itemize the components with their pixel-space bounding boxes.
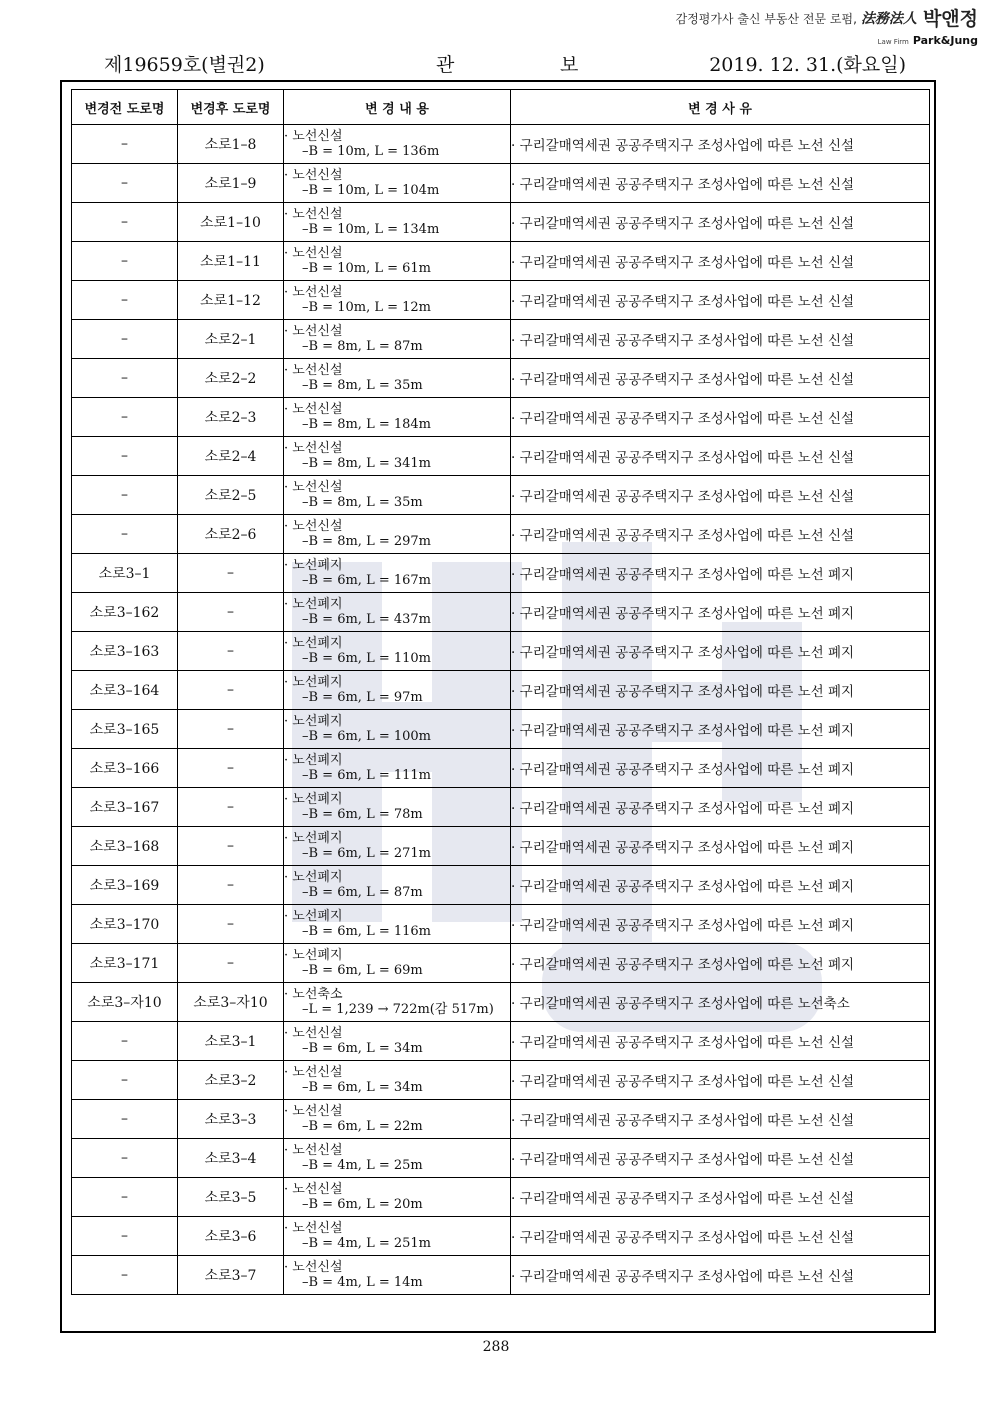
cell-before-road: 소로3–166 [72, 749, 178, 788]
table-row [72, 710, 930, 749]
cell-before-road: – [72, 515, 178, 554]
cell-change-content [284, 242, 511, 281]
cell-change-content [284, 164, 511, 203]
table-row [72, 515, 930, 554]
cell-change-reason: · 구리갈매역세권 공공주택지구 조성사업에 따른 노선 폐지 [511, 554, 930, 593]
cell-change-content [284, 281, 511, 320]
cell-change-reason: · 구리갈매역세권 공공주택지구 조성사업에 따른 노선 신설 [511, 1217, 930, 1256]
cell-after-road: 소로2–1 [178, 320, 284, 359]
cell-after-road: – [178, 710, 284, 749]
change-type: · 노선폐지 [284, 909, 343, 924]
cell-before-road: 소로3–169 [72, 866, 178, 905]
table-row [72, 476, 930, 515]
cell-after-road: 소로3–1 [178, 1022, 284, 1061]
cell-before-road: 소로3–168 [72, 827, 178, 866]
change-type: · 노선폐지 [284, 870, 343, 885]
cell-change-content [284, 476, 511, 515]
table-row [72, 944, 930, 983]
cell-change-content [284, 320, 511, 359]
gazette-title-right: 보 [560, 54, 579, 76]
cell-before-road: 소로3–1 [72, 554, 178, 593]
cell-change-content [284, 866, 511, 905]
table-row [72, 398, 930, 437]
cell-change-reason: · 구리갈매역세권 공공주택지구 조성사업에 따른 노선 폐지 [511, 671, 930, 710]
change-type: · 노선폐지 [284, 714, 343, 729]
table-row [72, 593, 930, 632]
change-dimensions: –B = 6m, L = 87m [302, 885, 423, 900]
cell-change-reason: · 구리갈매역세권 공공주택지구 조성사업에 따른 노선 폐지 [511, 866, 930, 905]
change-dimensions: –B = 10m, L = 12m [302, 300, 432, 315]
table-row [72, 671, 930, 710]
table-row [72, 905, 930, 944]
change-type: · 노선신설 [284, 1143, 343, 1158]
cell-before-road: – [72, 398, 178, 437]
change-type: · 노선폐지 [284, 753, 343, 768]
table-row [72, 1100, 930, 1139]
cell-before-road: – [72, 1139, 178, 1178]
cell-change-content [284, 671, 511, 710]
cell-after-road: – [178, 905, 284, 944]
cell-change-reason: · 구리갈매역세권 공공주택지구 조성사업에 따른 노선 신설 [511, 359, 930, 398]
cell-change-reason: · 구리갈매역세권 공공주택지구 조성사업에 따른 노선 신설 [511, 476, 930, 515]
change-dimensions: –B = 8m, L = 184m [302, 417, 432, 432]
cell-change-content [284, 1217, 511, 1256]
cell-before-road: 소로3–164 [72, 671, 178, 710]
cell-change-reason: · 구리갈매역세권 공공주택지구 조성사업에 따른 노선 신설 [511, 1061, 930, 1100]
cell-after-road: 소로3–3 [178, 1100, 284, 1139]
cell-before-road: 소로3–170 [72, 905, 178, 944]
cell-before-road: 소로3–167 [72, 788, 178, 827]
gazette-date: 2019. 12. 31.(화요일) [709, 54, 906, 76]
header-content: 변 경 내 용 [284, 90, 511, 125]
change-type: · 노선신설 [284, 246, 343, 261]
cell-after-road: – [178, 554, 284, 593]
cell-after-road: 소로1–9 [178, 164, 284, 203]
cell-after-road: 소로2–5 [178, 476, 284, 515]
cell-after-road: 소로1–11 [178, 242, 284, 281]
cell-change-reason: · 구리갈매역세권 공공주택지구 조성사업에 따른 노선 신설 [511, 1022, 930, 1061]
change-type: · 노선신설 [284, 480, 343, 495]
gazette-title-left: 관 [436, 54, 455, 76]
table-row [72, 866, 930, 905]
cell-change-content [284, 1061, 511, 1100]
change-dimensions: –B = 4m, L = 25m [302, 1158, 423, 1173]
cell-after-road: 소로2–6 [178, 515, 284, 554]
cell-change-content [284, 1022, 511, 1061]
cell-before-road: – [72, 164, 178, 203]
change-dimensions: –B = 6m, L = 271m [302, 846, 432, 861]
change-dimensions: –B = 10m, L = 136m [302, 144, 440, 159]
table-row [72, 632, 930, 671]
header-after: 변경후 도로명 [178, 90, 284, 125]
change-dimensions: –B = 6m, L = 111m [302, 768, 432, 783]
change-dimensions: –B = 8m, L = 297m [302, 534, 432, 549]
firm-sub-small: Law Firm [877, 38, 909, 46]
cell-change-content [284, 593, 511, 632]
cell-change-content [284, 827, 511, 866]
cell-before-road: – [72, 1100, 178, 1139]
cell-change-reason: · 구리갈매역세권 공공주택지구 조성사업에 따른 노선 신설 [511, 437, 930, 476]
cell-change-reason: · 구리갈매역세권 공공주택지구 조성사업에 따른 노선 폐지 [511, 710, 930, 749]
cell-change-reason: · 구리갈매역세권 공공주택지구 조성사업에 따른 노선 폐지 [511, 944, 930, 983]
change-dimensions: –B = 6m, L = 97m [302, 690, 423, 705]
cell-change-reason: · 구리갈매역세권 공공주택지구 조성사업에 따른 노선축소 [511, 983, 930, 1022]
table-row [72, 554, 930, 593]
firm-hanja: 法務法人 [860, 11, 917, 27]
change-dimensions: –B = 10m, L = 104m [302, 183, 440, 198]
cell-change-content [284, 398, 511, 437]
table-row [72, 1061, 930, 1100]
change-type: · 노선폐지 [284, 558, 343, 573]
change-dimensions: –B = 10m, L = 61m [302, 261, 432, 276]
cell-before-road: 소로3–163 [72, 632, 178, 671]
change-type: · 노선신설 [284, 285, 343, 300]
table-row [72, 1256, 930, 1295]
cell-change-reason: · 구리갈매역세권 공공주택지구 조성사업에 따른 노선 신설 [511, 164, 930, 203]
cell-change-reason: · 구리갈매역세권 공공주택지구 조성사업에 따른 노선 신설 [511, 515, 930, 554]
change-type: · 노선신설 [284, 1065, 343, 1080]
cell-before-road: – [72, 125, 178, 164]
table-row [72, 320, 930, 359]
firm-sub-name: Park&Jung [912, 34, 978, 47]
cell-after-road: 소로2–4 [178, 437, 284, 476]
cell-change-content [284, 1139, 511, 1178]
cell-after-road: 소로1–12 [178, 281, 284, 320]
cell-change-content [284, 905, 511, 944]
cell-after-road: – [178, 944, 284, 983]
change-dimensions: –B = 6m, L = 100m [302, 729, 432, 744]
change-dimensions: –B = 10m, L = 134m [302, 222, 440, 237]
cell-change-content [284, 944, 511, 983]
gazette-issue: 제19659호(별권2) [104, 54, 265, 76]
table-row [72, 983, 930, 1022]
page-frame [60, 80, 936, 1333]
change-dimensions: –B = 6m, L = 110m [302, 651, 432, 666]
change-type: · 노선신설 [284, 1104, 343, 1119]
cell-change-content [284, 1100, 511, 1139]
table-row [72, 203, 930, 242]
change-dimensions: –L = 1,239 → 722m(감 517m) [302, 1002, 494, 1017]
change-type: · 노선신설 [284, 1260, 343, 1275]
cell-after-road: – [178, 866, 284, 905]
cell-change-content [284, 125, 511, 164]
change-type: · 노선신설 [284, 168, 343, 183]
change-dimensions: –B = 6m, L = 116m [302, 924, 432, 939]
change-dimensions: –B = 6m, L = 69m [302, 963, 423, 978]
cell-before-road: – [72, 1256, 178, 1295]
change-type: · 노선폐지 [284, 831, 343, 846]
change-dimensions: –B = 4m, L = 14m [302, 1275, 423, 1290]
table-row [72, 749, 930, 788]
cell-change-reason: · 구리갈매역세권 공공주택지구 조성사업에 따른 노선 폐지 [511, 749, 930, 788]
change-dimensions: –B = 6m, L = 437m [302, 612, 432, 627]
cell-before-road: – [72, 1217, 178, 1256]
change-type: · 노선신설 [284, 207, 343, 222]
cell-after-road: 소로3–7 [178, 1256, 284, 1295]
cell-change-content [284, 359, 511, 398]
cell-before-road: 소로3–165 [72, 710, 178, 749]
change-type: · 노선신설 [284, 519, 343, 534]
cell-before-road: 소로3–171 [72, 944, 178, 983]
change-dimensions: –B = 8m, L = 35m [302, 378, 423, 393]
table-row [72, 1178, 930, 1217]
cell-change-content [284, 983, 511, 1022]
cell-change-reason: · 구리갈매역세권 공공주택지구 조성사업에 따른 노선 신설 [511, 1100, 930, 1139]
change-type: · 노선신설 [284, 129, 343, 144]
cell-change-reason: · 구리갈매역세권 공공주택지구 조성사업에 따른 노선 신설 [511, 203, 930, 242]
table-row [72, 437, 930, 476]
table-header-row [72, 90, 930, 125]
cell-after-road: – [178, 827, 284, 866]
cell-after-road: 소로3–5 [178, 1178, 284, 1217]
firm-subheader [878, 34, 978, 47]
cell-change-content [284, 203, 511, 242]
gazette-header [60, 50, 936, 80]
cell-after-road: – [178, 749, 284, 788]
cell-change-reason: · 구리갈매역세권 공공주택지구 조성사업에 따른 노선 신설 [511, 281, 930, 320]
table-row [72, 281, 930, 320]
change-dimensions: –B = 6m, L = 167m [302, 573, 432, 588]
change-type: · 노선폐지 [284, 675, 343, 690]
change-dimensions: –B = 6m, L = 34m [302, 1080, 423, 1095]
cell-change-content [284, 1178, 511, 1217]
table-row [72, 1139, 930, 1178]
cell-change-reason: · 구리갈매역세권 공공주택지구 조성사업에 따른 노선 신설 [511, 1139, 930, 1178]
cell-after-road: 소로3–자10 [178, 983, 284, 1022]
firm-name: 박앤정 [922, 8, 978, 30]
cell-before-road: – [72, 1061, 178, 1100]
cell-change-reason: · 구리갈매역세권 공공주택지구 조성사업에 따른 노선 폐지 [511, 905, 930, 944]
cell-after-road: 소로1–8 [178, 125, 284, 164]
table-row [72, 827, 930, 866]
page-number: 288 [482, 1339, 510, 1355]
change-type: · 노선폐지 [284, 792, 343, 807]
change-type: · 노선폐지 [284, 636, 343, 651]
table-row [72, 1217, 930, 1256]
change-type: · 노선신설 [284, 441, 343, 456]
change-type: · 노선폐지 [284, 597, 343, 612]
cell-after-road: – [178, 593, 284, 632]
cell-before-road: 소로3–162 [72, 593, 178, 632]
change-dimensions: –B = 4m, L = 251m [302, 1236, 432, 1251]
cell-after-road: 소로3–4 [178, 1139, 284, 1178]
cell-change-content [284, 788, 511, 827]
cell-before-road: – [72, 359, 178, 398]
table-row [72, 242, 930, 281]
road-change-table [71, 89, 930, 1295]
cell-change-reason: · 구리갈매역세권 공공주택지구 조성사업에 따른 노선 신설 [511, 1178, 930, 1217]
cell-change-reason: · 구리갈매역세권 공공주택지구 조성사업에 따른 노선 신설 [511, 242, 930, 281]
cell-after-road: 소로2–2 [178, 359, 284, 398]
cell-before-road: – [72, 1178, 178, 1217]
cell-change-reason: · 구리갈매역세권 공공주택지구 조성사업에 따른 노선 신설 [511, 1256, 930, 1295]
change-dimensions: –B = 6m, L = 34m [302, 1041, 423, 1056]
cell-change-content [284, 437, 511, 476]
header-reason: 변 경 사 유 [511, 90, 930, 125]
firm-header [676, 4, 978, 31]
cell-change-content [284, 632, 511, 671]
table-body [72, 125, 930, 1295]
cell-before-road: 소로3–자10 [72, 983, 178, 1022]
change-dimensions: –B = 6m, L = 22m [302, 1119, 423, 1134]
table-row [72, 1022, 930, 1061]
cell-change-reason: · 구리갈매역세권 공공주택지구 조성사업에 따른 노선 폐지 [511, 632, 930, 671]
change-type: · 노선신설 [284, 1182, 343, 1197]
cell-after-road: – [178, 788, 284, 827]
change-type: · 노선신설 [284, 1221, 343, 1236]
change-type: · 노선신설 [284, 402, 343, 417]
change-type: · 노선신설 [284, 324, 343, 339]
change-type: · 노선폐지 [284, 948, 343, 963]
change-type: · 노선신설 [284, 1026, 343, 1041]
cell-after-road: – [178, 632, 284, 671]
cell-before-road: – [72, 1022, 178, 1061]
cell-after-road: 소로2–3 [178, 398, 284, 437]
cell-change-content [284, 1256, 511, 1295]
firm-tagline: 감정평가사 출신 부동산 전문 로펌, [675, 12, 857, 26]
header-before: 변경전 도로명 [72, 90, 178, 125]
table-row [72, 125, 930, 164]
table-row [72, 788, 930, 827]
cell-change-reason: · 구리갈매역세권 공공주택지구 조성사업에 따른 노선 폐지 [511, 593, 930, 632]
change-dimensions: –B = 6m, L = 20m [302, 1197, 423, 1212]
cell-after-road: 소로3–6 [178, 1217, 284, 1256]
cell-change-reason: · 구리갈매역세권 공공주택지구 조성사업에 따른 노선 신설 [511, 320, 930, 359]
change-type: · 노선축소 [284, 987, 343, 1002]
cell-before-road: – [72, 203, 178, 242]
cell-after-road: 소로1–10 [178, 203, 284, 242]
change-type: · 노선신설 [284, 363, 343, 378]
cell-change-reason: · 구리갈매역세권 공공주택지구 조성사업에 따른 노선 폐지 [511, 788, 930, 827]
cell-before-road: – [72, 242, 178, 281]
cell-before-road: – [72, 281, 178, 320]
cell-change-reason: · 구리갈매역세권 공공주택지구 조성사업에 따른 노선 신설 [511, 125, 930, 164]
table-row [72, 164, 930, 203]
cell-after-road: 소로3–2 [178, 1061, 284, 1100]
change-dimensions: –B = 8m, L = 341m [302, 456, 432, 471]
cell-change-content [284, 710, 511, 749]
cell-change-reason: · 구리갈매역세권 공공주택지구 조성사업에 따른 노선 신설 [511, 398, 930, 437]
change-dimensions: –B = 8m, L = 35m [302, 495, 423, 510]
cell-before-road: – [72, 476, 178, 515]
cell-change-content [284, 554, 511, 593]
change-dimensions: –B = 6m, L = 78m [302, 807, 423, 822]
cell-change-content [284, 749, 511, 788]
cell-before-road: – [72, 437, 178, 476]
change-dimensions: –B = 8m, L = 87m [302, 339, 423, 354]
table-row [72, 359, 930, 398]
cell-before-road: – [72, 320, 178, 359]
cell-change-content [284, 515, 511, 554]
cell-after-road: – [178, 671, 284, 710]
cell-change-reason: · 구리갈매역세권 공공주택지구 조성사업에 따른 노선 폐지 [511, 827, 930, 866]
